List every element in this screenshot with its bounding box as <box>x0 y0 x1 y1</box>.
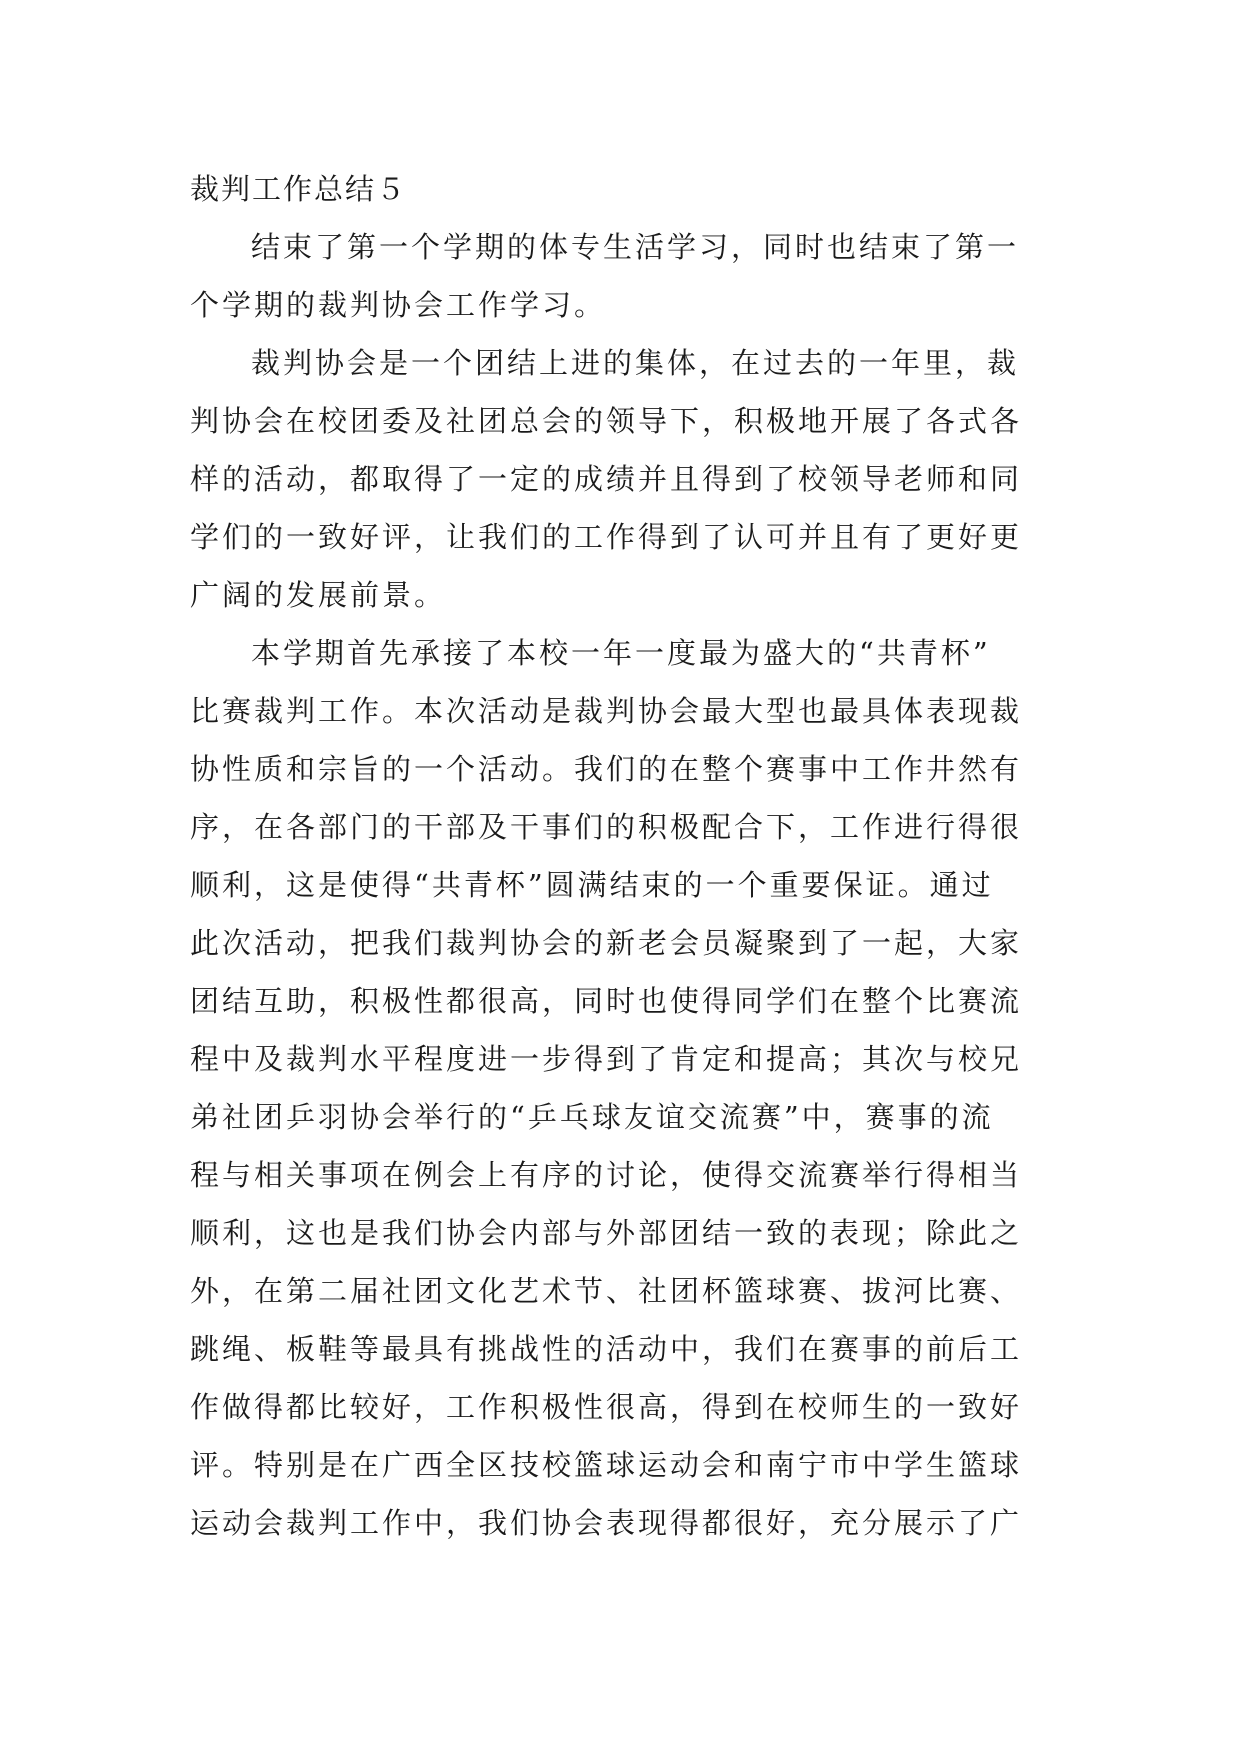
paragraph-line: 裁判协会是一个团结上进的集体，在过去的一年里，裁 <box>251 346 1020 380</box>
paragraph-line: 判协会在校团委及社团总会的领导下，积极地开展了各式各 <box>190 404 1023 438</box>
paragraph-line: 顺利，这也是我们协会内部与外部团结一致的表现；除此之 <box>190 1216 1023 1250</box>
paragraph-1 <box>190 218 1050 334</box>
paragraph-3 <box>190 624 1050 1552</box>
paragraph-2 <box>190 334 1050 624</box>
paragraph-line: 外，在第二届社团文化艺术节、社团杯篮球赛、拔河比赛、 <box>190 1274 1023 1308</box>
paragraph-line: 作做得都比较好，工作积极性很高，得到在校师生的一致好 <box>190 1390 1023 1424</box>
paragraph-line: 样的活动，都取得了一定的成绩并且得到了校领导老师和同 <box>190 462 1023 496</box>
paragraph-line: 本学期首先承接了本校一年一度最为盛大的“共青杯” <box>251 636 991 670</box>
paragraph-line: 评。特别是在广西全区技校篮球运动会和南宁市中学生篮球 <box>190 1448 1023 1482</box>
document-title: 裁判工作总结５ <box>190 172 408 206</box>
paragraph-line: 团结互助，积极性都很高，同时也使得同学们在整个比赛流 <box>190 984 1023 1018</box>
paragraph-line: 程中及裁判水平程度进一步得到了肯定和提高；其次与校兄 <box>190 1042 1023 1076</box>
paragraph-line: 顺利，这是使得“共青杯”圆满结束的一个重要保证。通过 <box>190 868 994 902</box>
paragraph-line: 弟社团乒羽协会举行的“乒乓球友谊交流赛”中，赛事的流 <box>190 1100 994 1134</box>
paragraph-line: 学们的一致好评，让我们的工作得到了认可并且有了更好更 <box>190 520 1023 554</box>
document-page <box>190 160 1050 1552</box>
paragraph-line: 程与相关事项在例会上有序的讨论，使得交流赛举行得相当 <box>190 1158 1023 1192</box>
paragraph-line: 广阔的发展前景。 <box>190 578 447 612</box>
paragraph-line: 此次活动，把我们裁判协会的新老会员凝聚到了一起，大家 <box>190 926 1023 960</box>
paragraph-line: 协性质和宗旨的一个活动。我们的在整个赛事中工作井然有 <box>190 752 1023 786</box>
paragraph-line: 运动会裁判工作中，我们协会表现得都很好，充分展示了广 <box>190 1506 1023 1540</box>
paragraph-line: 结束了第一个学期的体专生活学习，同时也结束了第一 <box>251 230 1020 264</box>
paragraph-line: 比赛裁判工作。本次活动是裁判协会最大型也最具体表现裁 <box>190 694 1023 728</box>
paragraph-line: 个学期的裁判协会工作学习。 <box>190 288 607 322</box>
paragraph-line: 序，在各部门的干部及干事们的积极配合下，工作进行得很 <box>190 810 1023 844</box>
paragraph-line: 跳绳、板鞋等最具有挑战性的活动中，我们在赛事的前后工 <box>190 1332 1023 1366</box>
